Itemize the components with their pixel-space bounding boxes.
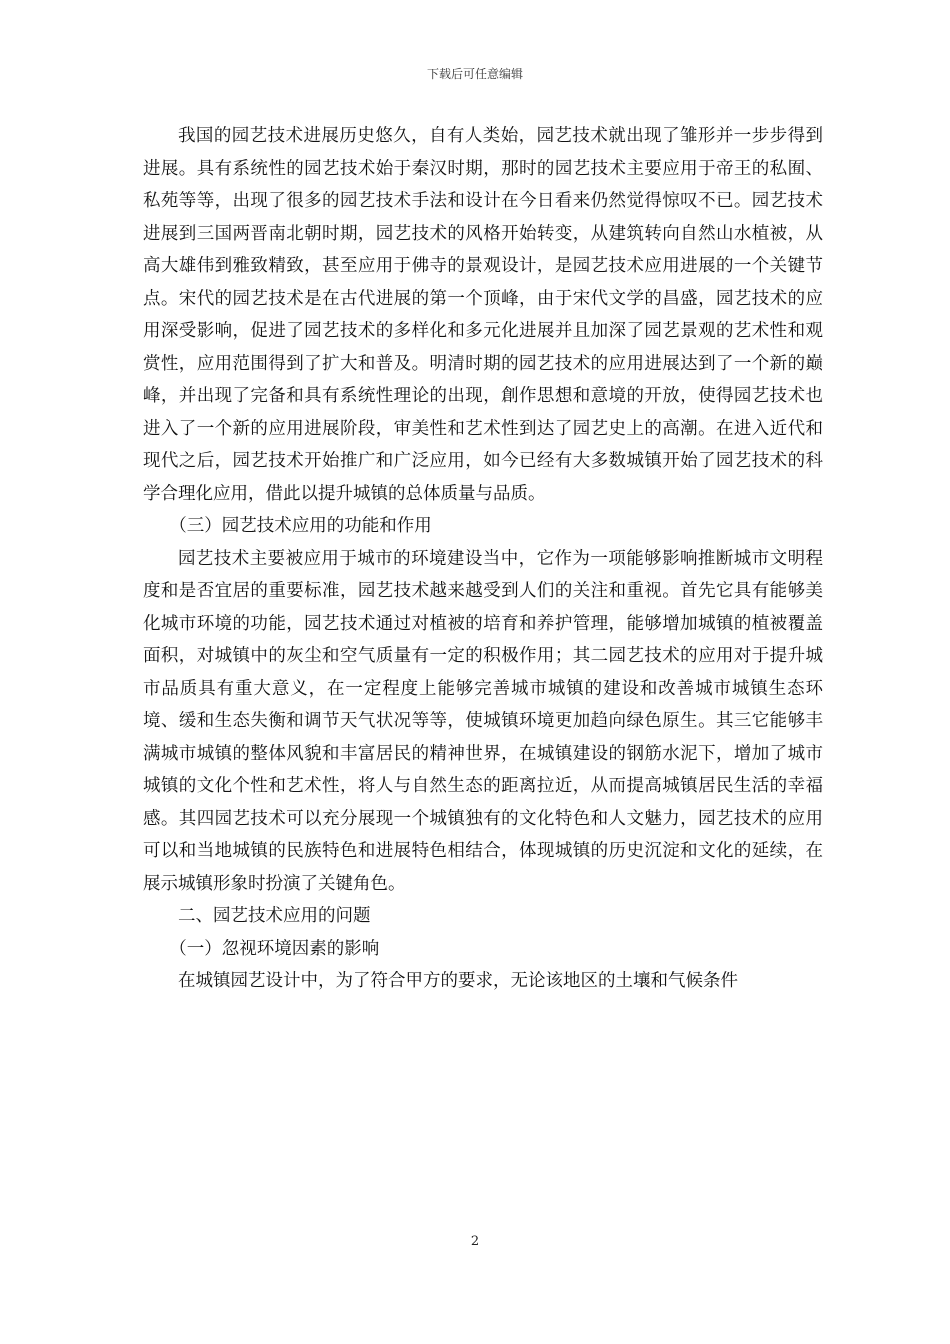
paragraph-history: 我国的园艺技术进展历史悠久，自有人类始，园艺技术就出现了雏形并一步步得到进展。具有系统性的园艺技术始于秦汉时期，那时的园艺技术主要应用于帝王的私囿、私苑等等，出现了很多的园艺技术手法和设计在今日看来仍然觉得惊叹不已。园艺技术进展到三国两晋南北朝时期，园艺技术的风格开始转变，从建筑转向自然山水植被，从高大雄伟到雅致精致，甚至应用于佛寺的景观设计，是园艺技术应用进展的一个关键节点。宋代的园艺技术是在古代进展的第一个顶峰，由于宋代文学的昌盛，园艺技术的应用深受影响，促进了园艺技术的多样化和多元化进展并且加深了园艺景观的艺术性和观赏性，应用范围得到了扩大和普及。明清时期的园艺技术的应用进展达到了一个新的巅峰，并出现了完备和具有系统性理论的出现，創作思想和意境的开放，使得园艺技术也进入了一个新的应用进展阶段，审美性和艺术性到达了园艺史上的高潮。在进入近代和现代之后，园艺技术开始推广和广泛应用，如今已经有大多数城镇开始了园艺技术的科学合理化应用，借此以提升城镇的总体质量与品质。 [143, 126, 823, 504]
section-heading-environment: （一）忽视环境因素的影响 [169, 938, 380, 959]
paragraph-functions: 园艺技术主要被应用于城市的环境建设当中，它作为一项能够影响推断城市文明程度和是否宜居的重要标准，园艺技术越来越受到人们的关注和重视。首先它具有能够美化城市环境的功能，园艺技术通过对植被的培育和养护管理，能够增加城镇的植被覆盖面积，对城镇中的灰尘和空气质量有一定的积极作用；其二园艺技术的应用对于提升城市品质具有重大意义，在一定程度上能够完善城市城镇的建设和改善城市城镇生态环境、缓和生态失衡和调节天气状况等等，使城镇环境更加趋向绿色原生。其三它能够丰满城市城镇的整体风貌和丰富居民的精神世界，在城镇建设的钢筋水泥下，增加了城市城镇的文化个性和艺术性，将人与自然生态的距离拉近，从而提高城镇居民生活的幸福感。其四园艺技术可以充分展现一个城镇独有的文化特色和人文魅力，园艺技术的应用可以和当地城镇的民族特色和进展特色相结合，体现城镇的历史沉淀和文化的延续，在展示城镇形象时扮演了关键角色。 [143, 548, 823, 894]
document-body [143, 120, 823, 998]
page-number: 2 [470, 1234, 480, 1249]
page-header: 下载后可任意编辑 [426, 67, 523, 81]
paragraph-environment: 在城镇园艺设计中，为了符合甲方的要求，无论该地区的土壤和气候条件 [178, 971, 738, 991]
section-heading-functions: （三）园艺技术应用的功能和作用 [169, 516, 432, 536]
chapter-heading-problems: 二、园艺技术应用的问题 [178, 906, 371, 926]
